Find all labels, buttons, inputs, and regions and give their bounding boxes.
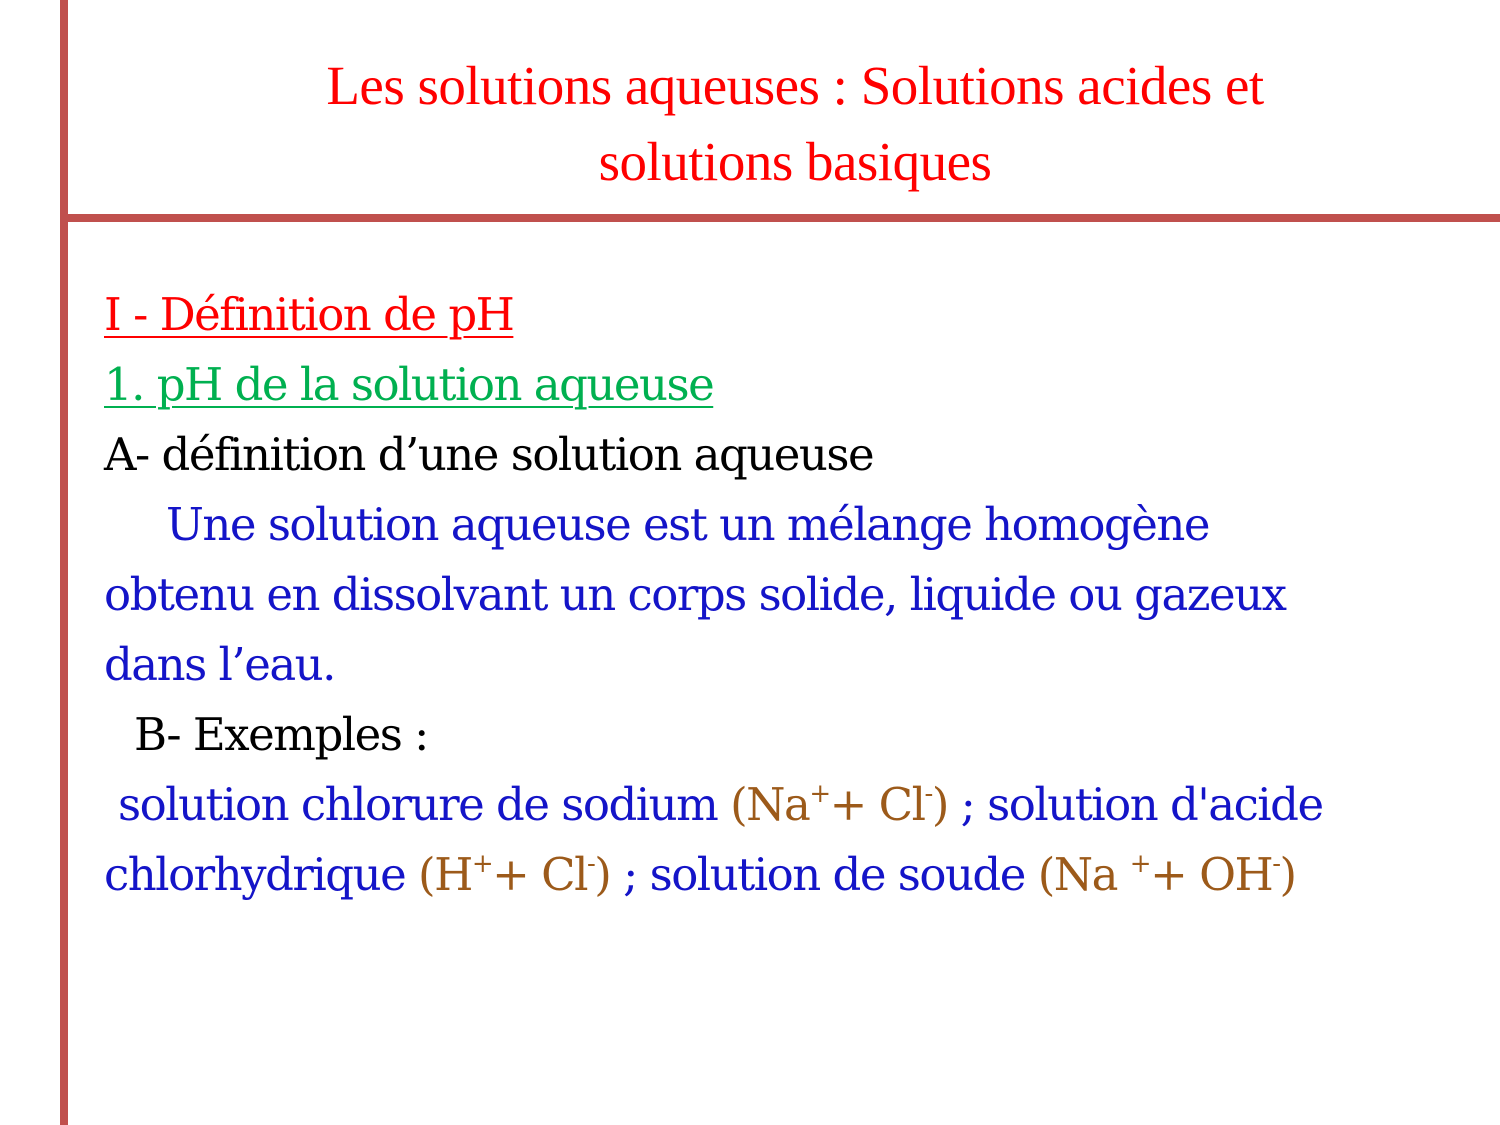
slide-body xyxy=(104,280,1454,910)
example-text-hcl-intro: ; solution d'acide xyxy=(947,778,1323,831)
formula-part: + Cl xyxy=(492,848,587,901)
frame-vertical-line xyxy=(60,0,68,1125)
formula-nacl xyxy=(730,778,948,831)
part-b-heading: B- Exemples : xyxy=(134,708,428,761)
formula-superscript: - xyxy=(586,849,595,879)
subsection-heading: 1. pH de la solution aqueuse xyxy=(104,358,714,411)
formula-superscript: + xyxy=(471,849,493,879)
formula-superscript: - xyxy=(1272,849,1280,879)
formula-superscript: + xyxy=(809,779,830,809)
formula-part: ) xyxy=(931,778,948,831)
formula-part: ) xyxy=(1279,848,1296,901)
title-line-2: solutions basiques xyxy=(598,131,992,192)
formula-part: (Na xyxy=(1037,848,1130,901)
example-text-soude: ; solution de soude xyxy=(610,848,1038,901)
section-heading: I - Définition de pH xyxy=(104,288,514,341)
frame-horizontal-line xyxy=(60,214,1500,222)
formula-superscript: + xyxy=(1129,849,1151,879)
definition-line-1: Une solution aqueuse est un mélange homogène xyxy=(166,498,1210,551)
formula-part: + Cl xyxy=(829,778,925,831)
examples-line-1 xyxy=(104,770,1454,840)
formula-naoh xyxy=(1038,848,1296,901)
formula-part: ) xyxy=(594,848,611,901)
definition-line-3: dans l’eau. xyxy=(104,638,335,691)
example-text-sodium-chloride: solution chlorure de sodium xyxy=(118,778,731,831)
title-line-1: Les solutions aqueuses : Solutions acides et xyxy=(326,55,1264,116)
examples-line-2 xyxy=(104,840,1454,910)
formula-part: (H xyxy=(418,848,472,901)
formula-part: (Na xyxy=(730,778,810,831)
definition-line-2: obtenu en dissolvant un corps solide, liquide ou gazeux xyxy=(104,568,1286,621)
formula-part: + OH xyxy=(1150,848,1273,901)
example-text-chlorhydrique: chlorhydrique xyxy=(104,848,419,901)
slide-title xyxy=(130,48,1460,200)
formula-superscript: - xyxy=(924,779,932,809)
part-a-heading: A- définition d’une solution aqueuse xyxy=(104,428,874,481)
formula-hcl xyxy=(418,848,610,901)
